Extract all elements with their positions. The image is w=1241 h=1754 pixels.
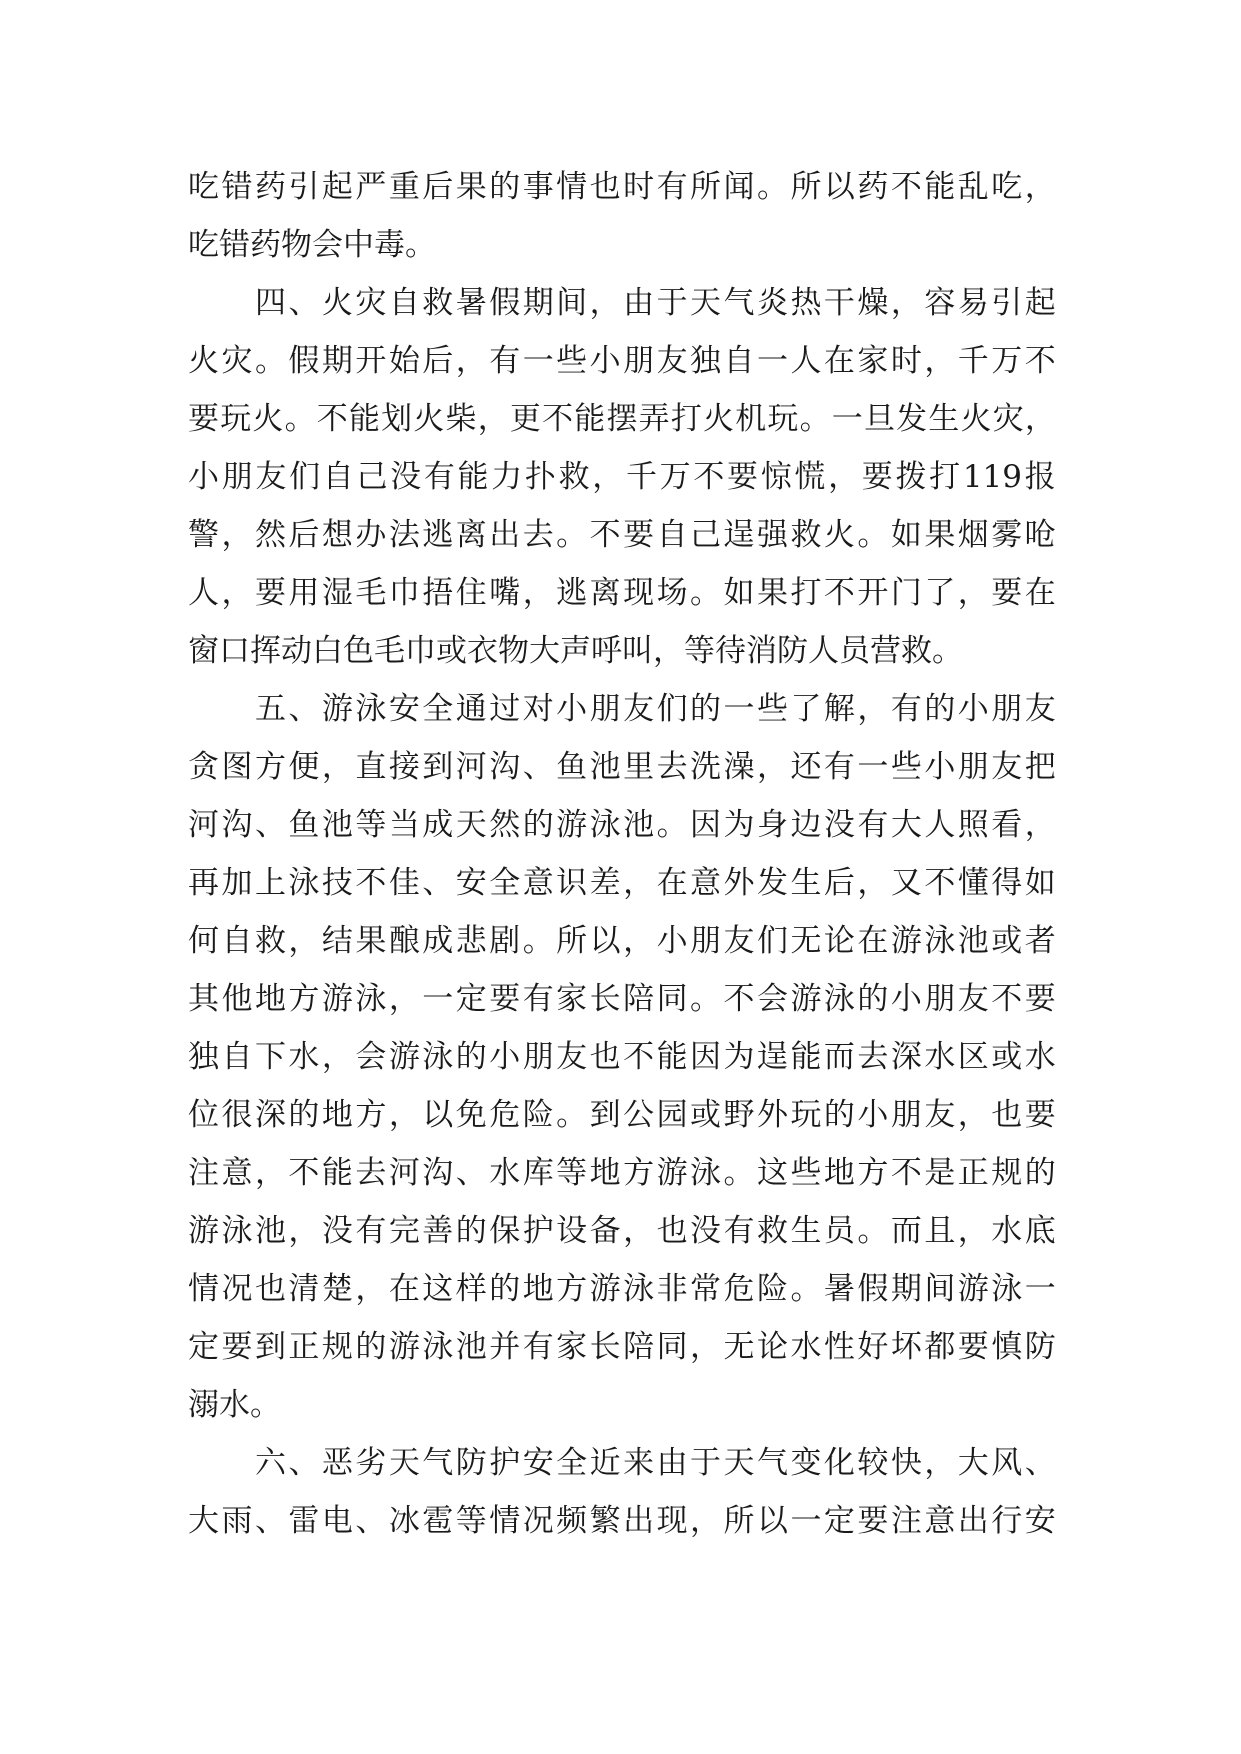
text-line: 火 灾 。 假 期 开 始 后 ， 有 一 些 小 朋 友 独 自 一 人 在 家 时 ， 千 万 不: [188, 343, 1056, 379]
text-line: 定 要 到 正 规 的 游 泳 池 并 有 家 长 陪 同 ， 无 论 水 性 好 坏 都 要 慎 防: [188, 1329, 1056, 1365]
text-line: 吃错药物会中毒。: [188, 227, 436, 263]
text-line: 小 朋 友 们 自 己 没 有 能 力 扑 救 ， 千 万 不 要 惊 慌 ， 要 拨 打 119 报: [188, 459, 1056, 495]
text-line: 溺水。: [188, 1387, 281, 1423]
text-line: 六 、 恶 劣 天 气 防 护 安 全 近 来 由 于 天 气 变 化 较 快 ， 大 风 、: [254, 1445, 1056, 1481]
text-line: 要 玩 火 。 不 能 划 火 柴 ， 更 不 能 摆 弄 打 火 机 玩 。 一 旦 发 生 火 灾 ，: [188, 401, 1056, 437]
paragraph-swimming-safety: [188, 680, 1056, 1434]
text-line: 游 泳 池 ， 没 有 完 善 的 保 护 设 备 ， 也 没 有 救 生 员 。 而 且 ， 水 底: [188, 1213, 1056, 1249]
text-line: 注 意 ， 不 能 去 河 沟 、 水 库 等 地 方 游 泳 。 这 些 地 方 不 是 正 规 的: [188, 1155, 1056, 1191]
text-line: 再 加 上 泳 技 不 佳 、 安 全 意 识 差 ， 在 意 外 发 生 后 ， 又 不 懂 得 如: [188, 865, 1056, 901]
text-line: 独 自 下 水 ， 会 游 泳 的 小 朋 友 也 不 能 因 为 逞 能 而 去 深 水 区 或 水: [188, 1039, 1056, 1075]
text-line: 河 沟 、 鱼 池 等 当 成 天 然 的 游 泳 池 。 因 为 身 边 没 有 大 人 照 看 ，: [188, 807, 1056, 843]
text-line: 其 他 地 方 游 泳 ， 一 定 要 有 家 长 陪 同 。 不 会 游 泳 的 小 朋 友 不 要: [188, 981, 1056, 1017]
paragraph-fire-safety: [188, 274, 1056, 680]
text-line: 位 很 深 的 地 方 ， 以 免 危 险 。 到 公 园 或 野 外 玩 的 小 朋 友 ， 也 要: [188, 1097, 1056, 1133]
text-line: 五 、 游 泳 安 全 通 过 对 小 朋 友 们 的 一 些 了 解 ， 有 的 小 朋 友: [254, 691, 1056, 727]
text-line: 大 雨 、 雷 电 、 冰 雹 等 情 况 频 繁 出 现 ， 所 以 一 定 要 注 意 出 行 安: [188, 1503, 1056, 1539]
text-line: 吃 错 药 引 起 严 重 后 果 的 事 情 也 时 有 所 闻 。 所 以 药 不 能 乱 吃 ，: [188, 169, 1056, 205]
document-body: [188, 158, 1056, 1550]
text-line: 警 ， 然 后 想 办 法 逃 离 出 去 。 不 要 自 己 逞 强 救 火 。 如 果 烟 雾 呛: [188, 517, 1056, 553]
text-line: 窗口挥动白色毛巾或衣物大声呼叫，等待消防人员营救。: [188, 633, 963, 669]
paragraph-weather-safety: [188, 1434, 1056, 1550]
text-line: 贪 图 方 便 ， 直 接 到 河 沟 、 鱼 池 里 去 洗 澡 ， 还 有 一 些 小 朋 友 把: [188, 749, 1056, 785]
text-line: 四 、 火 灾 自 救 暑 假 期 间 ， 由 于 天 气 炎 热 干 燥 ， 容 易 引 起: [254, 285, 1056, 321]
text-line: 情 况 也 清 楚 ， 在 这 样 的 地 方 游 泳 非 常 危 险 。 暑 假 期 间 游 泳 一: [188, 1271, 1056, 1307]
text-line: 何 自 救 ， 结 果 酿 成 悲 剧 。 所 以 ， 小 朋 友 们 无 论 在 游 泳 池 或 者: [188, 923, 1056, 959]
paragraph-medicine-tail: [188, 158, 1056, 274]
text-line: 人 ， 要 用 湿 毛 巾 捂 住 嘴 ， 逃 离 现 场 。 如 果 打 不 开 门 了 ， 要 在: [188, 575, 1056, 611]
